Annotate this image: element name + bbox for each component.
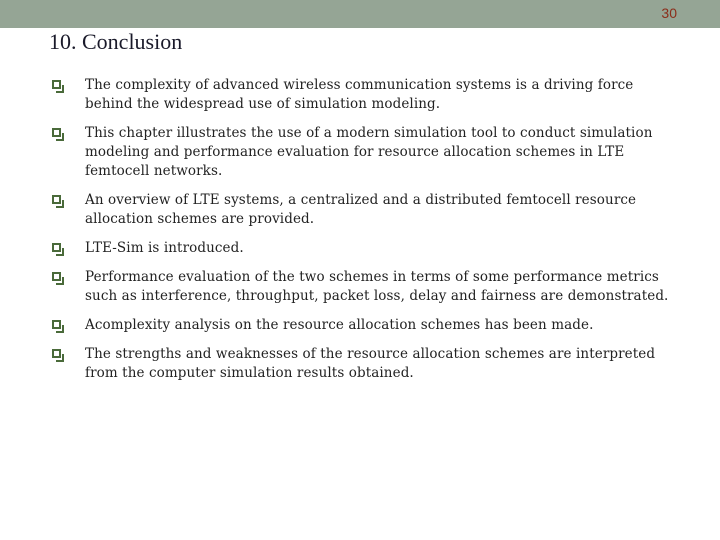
checkbox-bullet-icon	[52, 80, 61, 89]
bullet-text: Performance evaluation of the two schemes in terms of some performance metrics such as interference, throughput, packet loss, delay and fairness are demonstrated.	[85, 269, 669, 304]
bullet-item	[50, 76, 675, 114]
slide-title: 10. Conclusion	[49, 29, 183, 54]
bullet-text: Acomplexity analysis on the resource allocation schemes has been made.	[85, 317, 594, 333]
bullet-item	[50, 316, 675, 335]
checkbox-bullet-icon	[52, 243, 61, 252]
bullet-item	[50, 345, 675, 383]
bullet-text: This chapter illustrates the use of a modern simulation tool to conduct simulation modeling and performance evaluation for resource allocation schemes in LTE femtocell networks.	[85, 125, 653, 179]
checkbox-bullet-icon	[52, 195, 61, 204]
bullet-item	[50, 191, 675, 229]
bullet-item	[50, 268, 675, 306]
bullet-text: The complexity of advanced wireless communication systems is a driving force behind the widespread use of simulation modeling.	[85, 77, 634, 112]
header-bar	[0, 0, 720, 28]
checkbox-bullet-icon	[52, 320, 61, 329]
checkbox-bullet-icon	[52, 128, 61, 137]
bullet-text: An overview of LTE systems, a centralized and a distributed femtocell resource allocation schemes are provided.	[85, 192, 637, 227]
bullet-list	[50, 76, 675, 393]
bullet-text: The strengths and weaknesses of the resource allocation schemes are interpreted from the computer simulation results obtained.	[85, 346, 656, 381]
bullet-item	[50, 239, 675, 258]
bullet-item	[50, 124, 675, 181]
checkbox-bullet-icon	[52, 272, 61, 281]
bullet-text: LTE-Sim is introduced.	[85, 240, 244, 256]
checkbox-bullet-icon	[52, 349, 61, 358]
slide-number: 30	[661, 5, 677, 21]
